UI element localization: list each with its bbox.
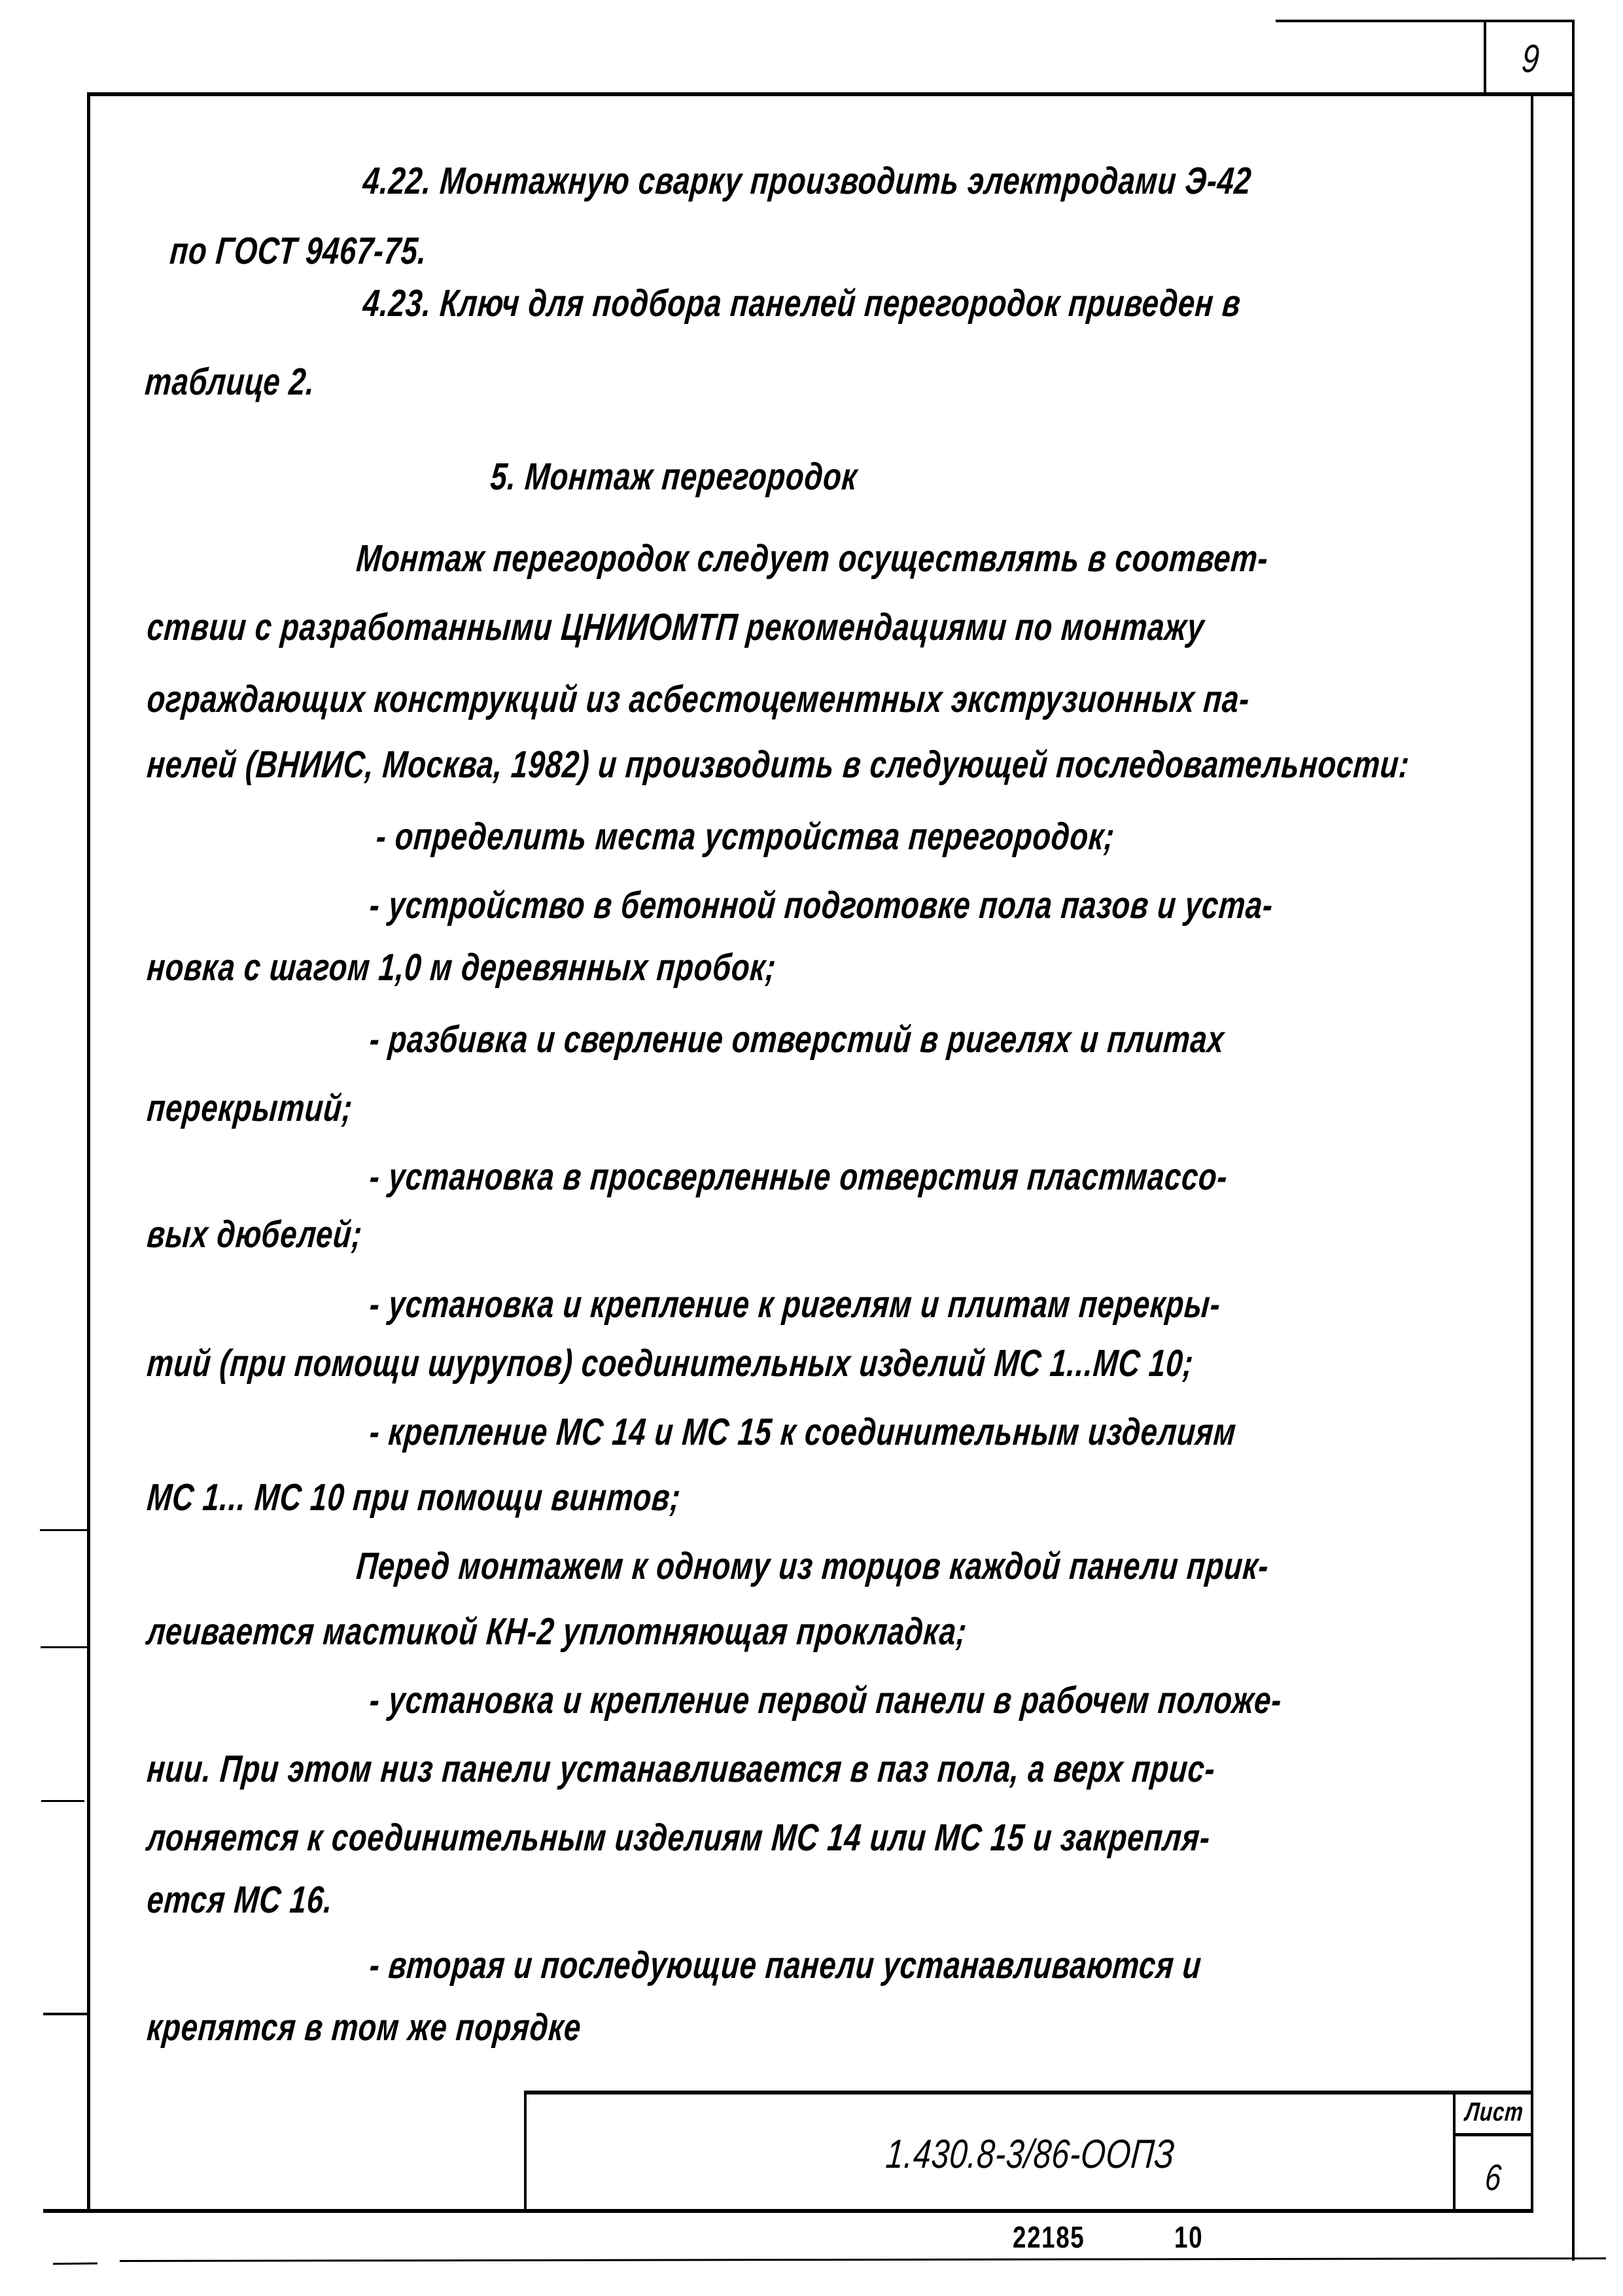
list-item: - определить места устройства перегородок;	[374, 815, 1117, 858]
text-line: МС 1... МС 10 при помощи винтов;	[145, 1476, 683, 1519]
text-line: перекрытий;	[145, 1087, 355, 1129]
binding-tick	[41, 1800, 84, 1802]
clause-4-22: 4.22. Монтажную сварку производить электродами Э-42	[361, 160, 1253, 202]
list-item: - устройство в бетонной подготовке пола пазов и уста-	[368, 884, 1275, 927]
text-line: нии. При этом низ панели устанавливается в паз пола, а верх прис-	[145, 1748, 1217, 1790]
text-line: по ГОСТ 9467-75.	[168, 230, 429, 272]
title-block-left-border	[524, 2091, 527, 2212]
text-line: леивается мастикой КН-2 уплотняющая прокладка;	[145, 1610, 969, 1653]
archive-stamp-suffix: 10	[1174, 2220, 1204, 2254]
archive-stamp: 22185	[1013, 2220, 1085, 2254]
sheet-number: 6	[1483, 2157, 1504, 2198]
text-line: лоняется к соединительным изделиям МС 14 или МС 15 и закрепля-	[145, 1816, 1212, 1859]
text-line: новка с шагом 1,0 м деревянных пробок;	[145, 946, 778, 989]
sheet-label: Лист	[1464, 2098, 1525, 2127]
text-line: Монтаж перегородок следует осуществлять в соответ-	[355, 537, 1270, 580]
text-line: ется МС 16.	[145, 1879, 335, 1921]
document-code: 1.430.8-3/86-ООПЗ	[884, 2132, 1177, 2177]
text-line: ствии с разработанными ЦНИИОМТП рекомендациями по монтажу	[145, 606, 1206, 648]
corner-box-top-border	[1276, 20, 1574, 22]
binding-tick	[40, 1529, 88, 1531]
list-item: - вторая и последующие панели устанавливаются и	[368, 1944, 1204, 1987]
list-item: - установка в просверленные отверстия пластмассо-	[368, 1156, 1230, 1198]
text-line: крепятся в том же порядке	[145, 2006, 584, 2049]
frame-top-border	[88, 92, 1575, 96]
text-line: тий (при помощи шурупов) соединительных изделий МС 1...МС 10;	[145, 1342, 1195, 1385]
frame-left-border	[87, 92, 90, 2212]
text-line: ограждающих конструкций из асбестоцементных экструзионных па-	[145, 678, 1251, 720]
list-item: - разбивка и сверление отверстий в ригелях и плитах	[368, 1018, 1227, 1061]
list-item: - крепление МС 14 и МС 15 к соединительным изделиям	[368, 1411, 1238, 1453]
clause-4-23: 4.23. Ключ для подбора панелей перегородок приведен в	[361, 282, 1243, 325]
outer-bottom-line	[120, 2257, 1606, 2262]
corner-box-right-border	[1572, 20, 1575, 2261]
frame-right-border	[1531, 95, 1533, 2212]
list-item: - установка и крепление к ригелям и плитам перекры-	[368, 1283, 1223, 1326]
corner-box-left-border	[1484, 20, 1486, 95]
text-line: вых дюбелей;	[145, 1213, 364, 1256]
list-item: - установка и крепление первой панели в рабочем положе-	[368, 1679, 1284, 1722]
outer-bottom-line	[53, 2263, 97, 2265]
section-heading: 5. Монтаж перегородок	[489, 455, 860, 498]
text-line: таблице 2.	[143, 361, 317, 403]
corner-page-number: 9	[1520, 37, 1542, 80]
sheet-cell-left-border	[1453, 2094, 1456, 2212]
binding-tick	[43, 2013, 88, 2015]
binding-tick	[41, 1646, 88, 1648]
frame-bottom-border	[43, 2209, 1533, 2213]
text-line: Перед монтажем к одному из торцов каждой панели прик-	[355, 1545, 1271, 1587]
sheet-cell-divider	[1453, 2133, 1533, 2136]
title-block-top-border	[524, 2091, 1533, 2094]
text-line: нелей (ВНИИС, Москва, 1982) и производить в следующей последовательности:	[145, 743, 1412, 786]
